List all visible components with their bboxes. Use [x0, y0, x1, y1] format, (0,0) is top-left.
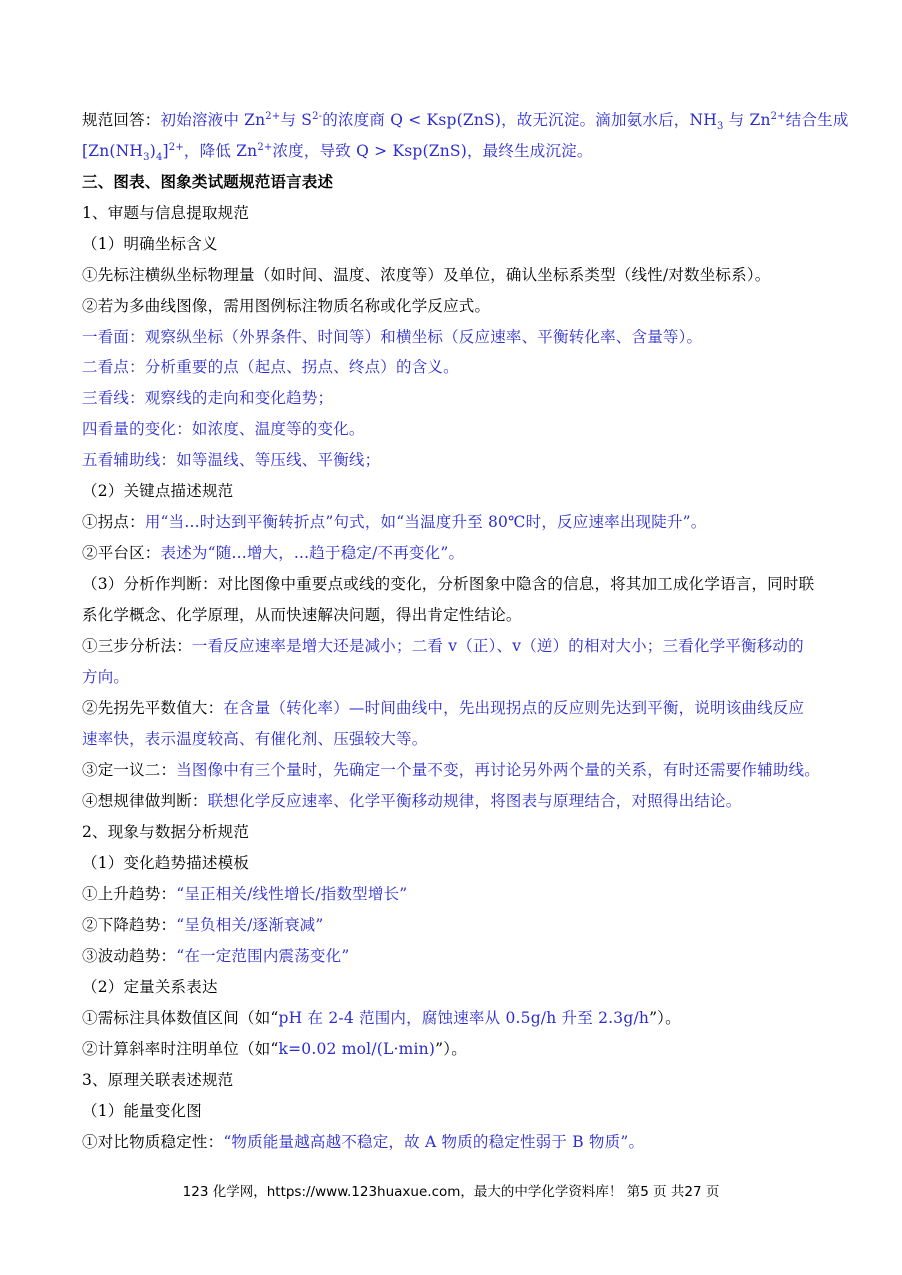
- subsection-2-1-title: （1）变化趋势描述模板: [82, 854, 250, 872]
- method-1-line-1: ①三步分析法：一看反应速率是增大还是减小；二看 v（正）、v（逆）的相对大小；三看化学平衡移动的: [82, 637, 804, 655]
- page-footer: 123 化学网，https://www.123huaxue.com，最大的中学化学资料库！ 第5 页 共27 页: [182, 1184, 720, 1200]
- coordinate-rule-2: ②若为多曲线图像，需用图例标注物质名称或化学反应式。: [82, 297, 491, 315]
- method-2-line-2: 速率快，表示温度较高、有催化剂、压强较大等。: [82, 730, 428, 748]
- subsection-2-2-title: （2）定量关系表达: [82, 978, 218, 996]
- method-2-line-1: ②先拐先平数值大：在含量（转化率）—时间曲线中，先出现拐点的反应则先达到平衡，说明该曲线反应: [82, 699, 805, 717]
- section-heading-3: 三、图表、图象类试题规范语言表述: [82, 172, 334, 191]
- trend-fluctuating: ③波动趋势：“在一定范围内震荡变化”: [82, 947, 350, 965]
- trend-falling: ②下降趋势：“呈负相关/逐渐衰减”: [82, 916, 324, 934]
- analysis-para-line-1: （3）分析作判断：对比图像中重要点或线的变化，分析图象中隐含的信息，将其加工成化学语言，同时联: [82, 575, 815, 593]
- answer-line-1: [82, 108, 849, 133]
- subsection-1-title: 1、审题与信息提取规范: [82, 204, 250, 222]
- method-1-line-2: 方向。: [82, 668, 130, 686]
- answer-line-2: $[Zn(NH_3)_4]^{2+}$，降低 $Zn^{2+}$浓度，导致 Q > Ksp(ZnS)，最终生成沉淀。: [82, 141, 593, 164]
- energy-rule-1: ①对比物质稳定性：“物质能量越高越不稳定，故 A 物质的稳定性弱于 B 物质”。: [82, 1133, 645, 1151]
- look-step-3: 三看线：观察线的走向和变化趋势；: [82, 389, 334, 407]
- method-4: ④想规律做判断：联想化学反应速率、化学平衡移动规律，将图表与原理结合，对照得出结论。: [82, 792, 742, 810]
- analysis-para-line-2: 系化学概念、化学原理，从而快速解决问题，得出肯定性结论。: [82, 606, 522, 624]
- look-step-4: 四看量的变化：如浓度、温度等的变化。: [82, 420, 365, 438]
- key-point-turning: ①拐点：用“当...时达到平衡转折点”句式，如“当温度升至 80℃时，反应速率出现陡升”。: [82, 513, 707, 531]
- coordinate-rule-1: ①先标注横纵坐标物理量（如时间、温度、浓度等）及单位，确认坐标系类型（线性/对数坐标系）。: [82, 266, 771, 284]
- quant-rule-1: ①需标注具体数值区间（如“pH 在 2-4 范围内，腐蚀速率从 0.5g/h 升至 2.3g/h”）。: [82, 1009, 681, 1027]
- subsection-3-1-title: （1）能量变化图: [82, 1102, 202, 1120]
- answer-text: 初始溶液中 $Zn^{2+}$与 $S^{2-}$的浓度商 Q < Ksp(ZnS)，故无沉淀。滴加氨水后，$NH_3$ 与 $Zn^{2+}$结合生成: [160, 110, 849, 133]
- subsection-1-1-title: （1）明确坐标含义: [82, 235, 218, 253]
- method-3: ③定一议二：当图像中有三个量时，先确定一个量不变，再讨论另外两个量的关系，有时还需要作辅助线。: [82, 761, 820, 779]
- subsection-2-title: 2、现象与数据分析规范: [82, 823, 250, 841]
- look-step-1: 一看面：观察纵坐标（外界条件、时间等）和横坐标（反应速率、平衡转化率、含量等）。: [82, 328, 703, 346]
- look-step-2: 二看点：分析重要的点（起点、拐点、终点）的含义。: [82, 358, 459, 376]
- quant-rule-2: ②计算斜率时注明单位（如“k=0.02 mol/(L·min)”）。: [82, 1040, 467, 1058]
- subsection-3-title: 3、原理关联表述规范: [82, 1071, 234, 1089]
- look-step-5: 五看辅助线：如等温线、等压线、平衡线；: [82, 451, 381, 469]
- trend-rising: ①上升趋势：“呈正相关/线性增长/指数型增长”: [82, 885, 408, 903]
- key-point-plateau: ②平台区：表述为“随...增大，...趋于稳定/不再变化”。: [82, 544, 465, 562]
- answer-label: 规范回答：: [82, 111, 161, 129]
- subsection-1-2-title: （2）关键点描述规范: [82, 482, 234, 500]
